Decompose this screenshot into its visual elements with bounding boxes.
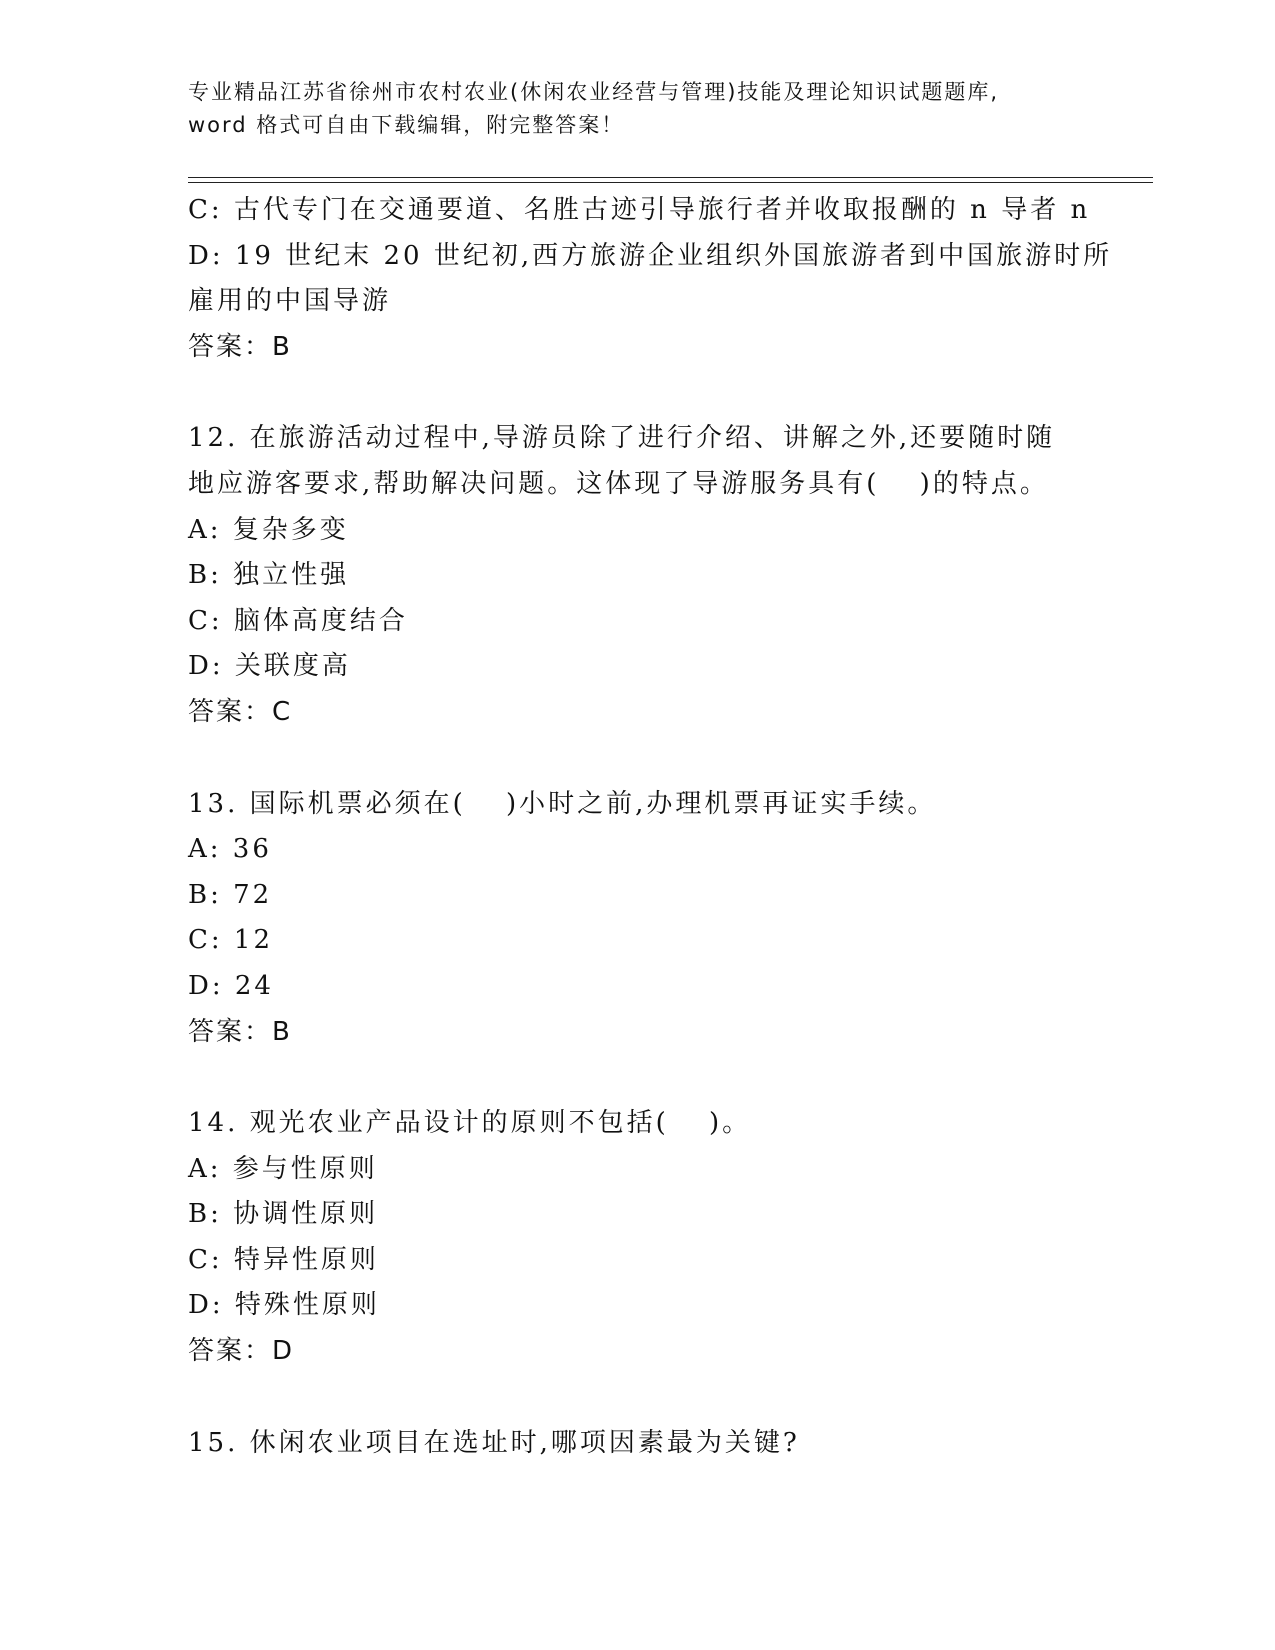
option-d: D: 关联度高: [188, 651, 351, 682]
option-d: D: 特殊性原则: [188, 1290, 380, 1321]
option-b: B: 协调性原则: [188, 1199, 379, 1230]
page-header: [188, 76, 1088, 142]
option-d-line-2: 雇用的中国导游: [188, 286, 392, 317]
header-divider-bottom: [188, 182, 1153, 183]
question-15: [188, 1421, 1088, 1467]
header-title-line-1: 专业精品江苏省徐州市农村农业(休闲农业经营与管理)技能及理论知识试题题库,: [188, 80, 1000, 104]
question-12: [188, 416, 1088, 735]
question-stem-line-1: 13. 国际机票必须在( )小时之前,办理机票再证实手续。: [188, 788, 937, 819]
question-stem-line-1: 15. 休闲农业项目在选址时,哪项因素最为关键?: [188, 1427, 800, 1458]
option-d-line-1: D: 19 世纪末 20 世纪初,西方旅游企业组织外国旅游者到中国旅游时所: [188, 240, 1113, 271]
option-c: C: 古代专门在交通要道、名胜古迹引导旅行者并收取报酬的 n 导者 n: [188, 195, 1091, 225]
option-c: C: 特异性原则: [188, 1244, 379, 1275]
answer: 答案：B: [188, 331, 292, 362]
spacer: [188, 1055, 1088, 1101]
option-a: A: 复杂多变: [188, 514, 349, 545]
question-list: [188, 188, 1113, 1466]
question-11-tail: [188, 188, 1113, 370]
answer: 答案：B: [188, 1016, 292, 1047]
question-stem-line-1: 14. 观光农业产品设计的原则不包括( )。: [188, 1108, 752, 1139]
option-a: A: 参与性原则: [188, 1153, 378, 1184]
option-b: B: 72: [188, 879, 273, 910]
answer: 答案：D: [188, 1336, 295, 1367]
option-c: C: 脑体高度结合: [188, 605, 408, 636]
question-14: [188, 1101, 1088, 1375]
option-c: C: 12: [188, 925, 274, 956]
spacer: [188, 370, 1088, 416]
header-title-line-2: word 格式可自由下载编辑，附完整答案！: [188, 113, 625, 137]
spacer: [188, 1375, 1088, 1421]
option-b: B: 独立性强: [188, 560, 350, 591]
spacer: [188, 736, 1088, 782]
header-divider-top: [188, 177, 1153, 178]
option-a: A: 36: [188, 834, 272, 865]
question-stem-line-2: 地应游客要求,帮助解决问题。这体现了导游服务具有( )的特点。: [188, 468, 1049, 499]
answer: 答案：C: [188, 696, 293, 727]
question-13: [188, 782, 1088, 1056]
question-stem-line-1: 12. 在旅游活动过程中,导游员除了进行介绍、讲解之外,还要随时随: [188, 423, 1056, 454]
option-d: D: 24: [188, 970, 274, 1001]
